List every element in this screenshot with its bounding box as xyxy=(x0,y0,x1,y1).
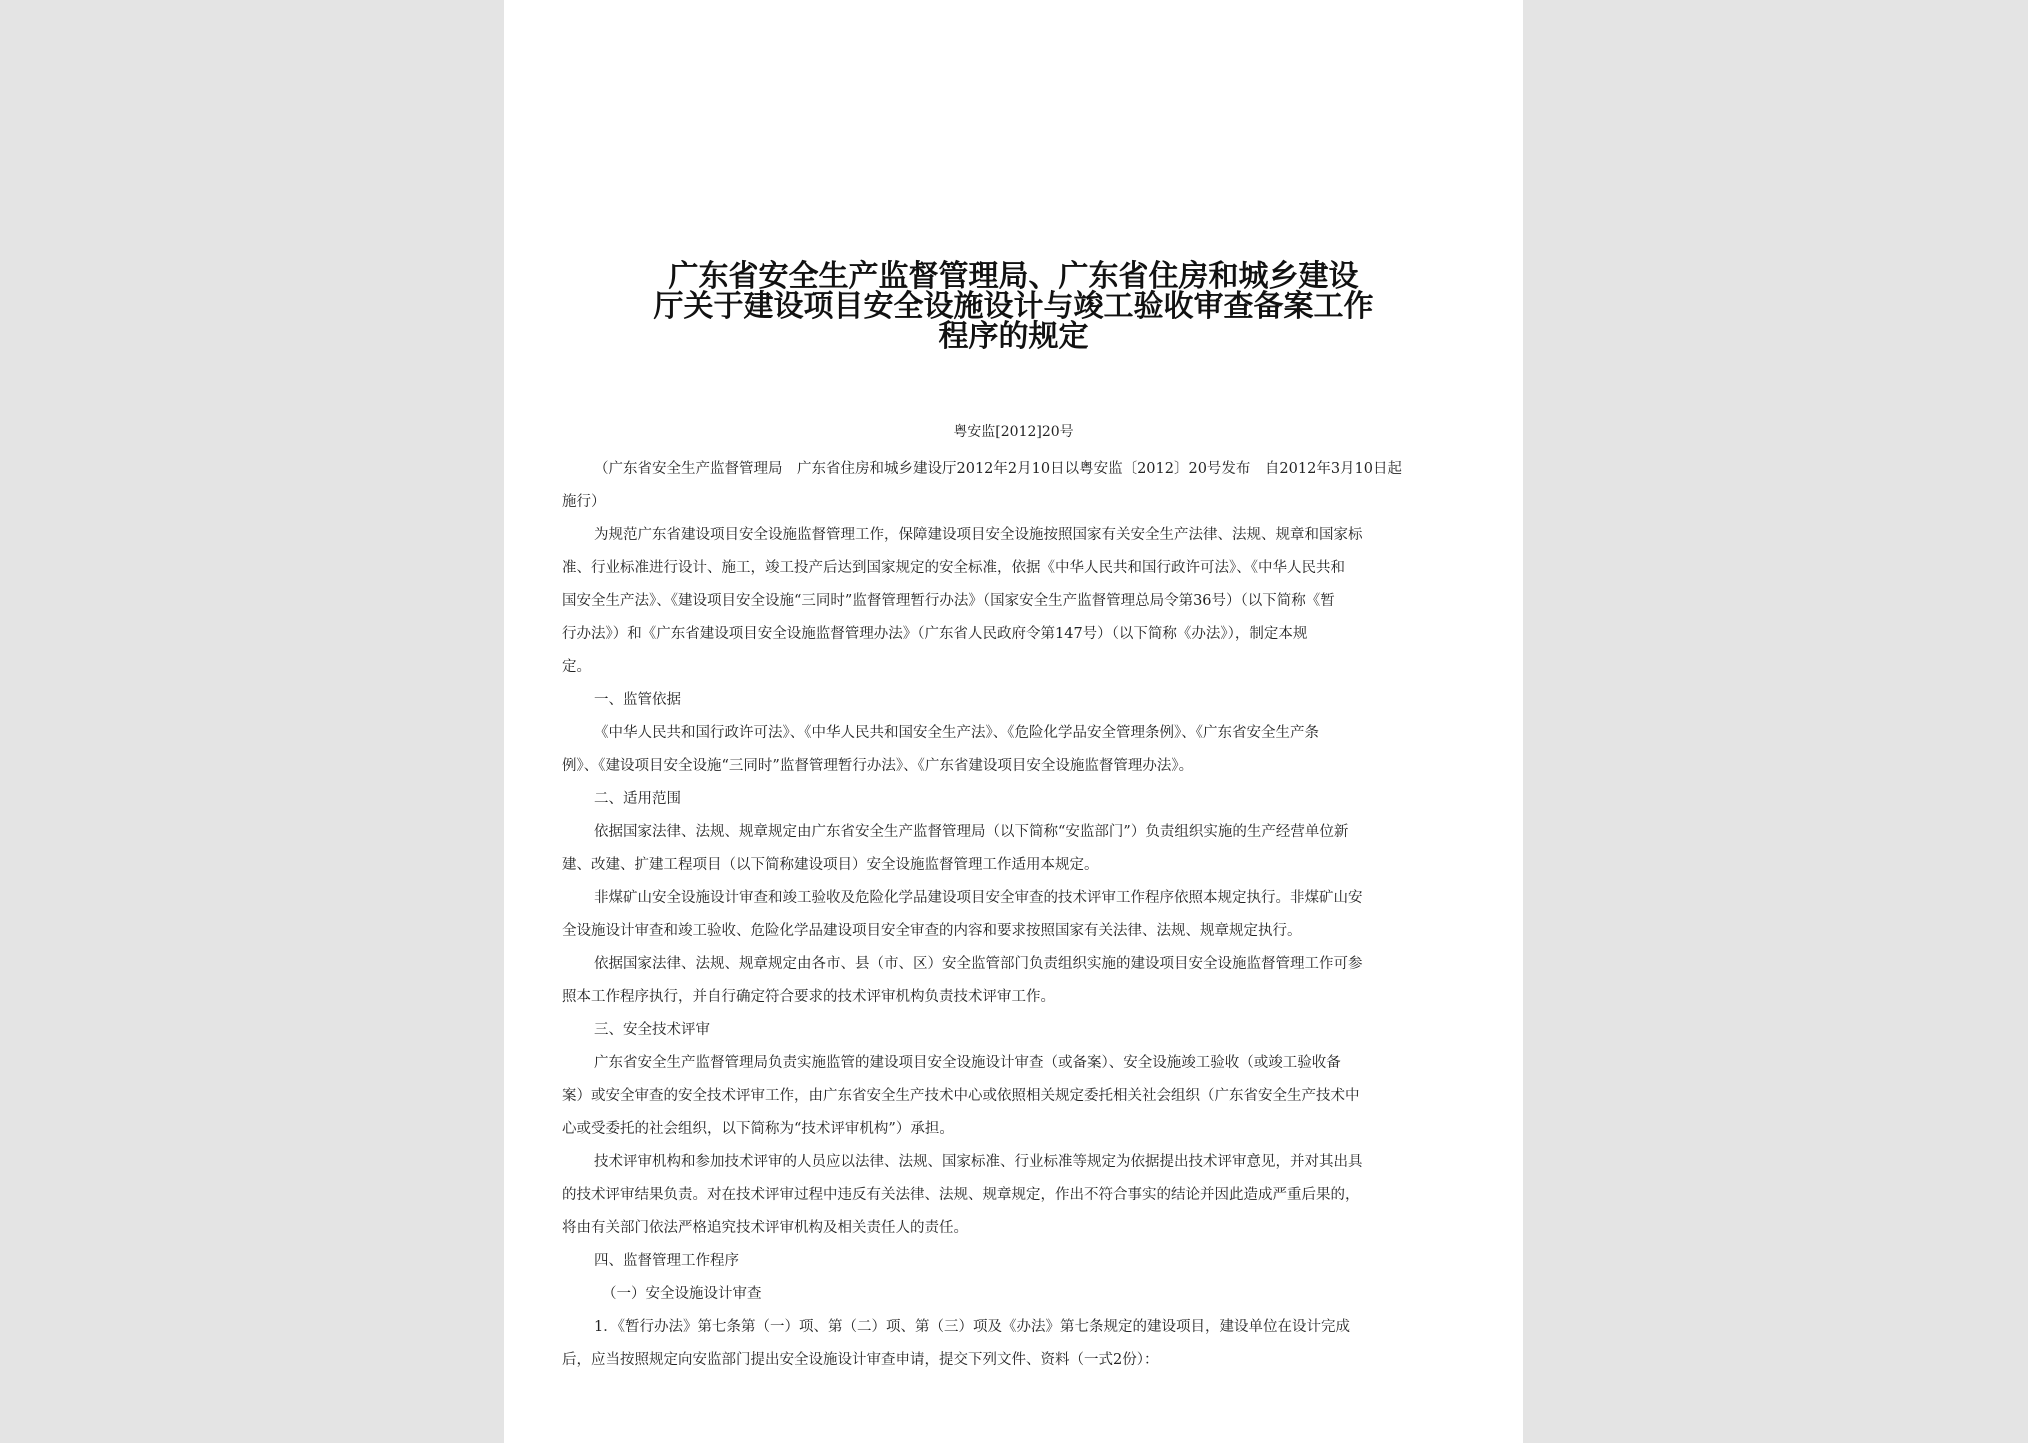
body-line: 全设施设计审查和竣工验收、危险化学品建设项目安全审查的内容和要求按照国家有关法律、法规、规章规定执行。 xyxy=(562,923,1302,939)
title-line-1: 广东省安全生产监督管理局、广东省住房和城乡建设 xyxy=(668,259,1359,294)
section-heading: 四、监督管理工作程序 xyxy=(594,1253,739,1269)
body-line: 案）或安全审查的安全技术评审工作，由广东省安全生产技术中心或依照相关规定委托相关社会组织（广东省安全生产技术中 xyxy=(562,1088,1360,1104)
body-line: 定。 xyxy=(562,659,591,675)
body-line: 国安全生产法》、《建设项目安全设施“三同时”监督管理暂行办法》（国家安全生产监督管理总局令第36号）（以下简称《暂 xyxy=(562,593,1335,609)
title-line-3: 程序的规定 xyxy=(938,319,1089,354)
body-line: 的技术评审结果负责。对在技术评审过程中违反有关法律、法规、规章规定，作出不符合事实的结论并因此造成严重后果的， xyxy=(562,1187,1360,1203)
body-line: 后，应当按照规定向安监部门提出安全设施设计审查申请，提交下列文件、资料（一式2份）： xyxy=(562,1352,1159,1368)
body-line: 依据国家法律、法规、规章规定由各市、县（市、区）安全监管部门负责组织实施的建设项目安全设施监督管理工作可参 xyxy=(594,956,1363,972)
document-title xyxy=(564,259,1463,354)
body-line: 将由有关部门依法严格追究技术评审机构及相关责任人的责任。 xyxy=(562,1220,968,1236)
body-line: 心或受委托的社会组织，以下简称为“技术评审机构”）承担。 xyxy=(562,1121,954,1137)
body-line: 为规范广东省建设项目安全设施监督管理工作，保障建设项目安全设施按照国家有关安全生产法律、法规、规章和国家标 xyxy=(594,527,1363,543)
body-line: 建、改建、扩建工程项目（以下简称建设项目）安全设施监督管理工作适用本规定。 xyxy=(562,857,1099,873)
body-line: 例》、《建设项目安全设施“三同时”监督管理暂行办法》、《广东省建设项目安全设施监督管理办法》。 xyxy=(562,758,1194,774)
body-line: 技术评审机构和参加技术评审的人员应以法律、法规、国家标准、行业标准等规定为依据提出技术评审意见，并对其出具 xyxy=(594,1154,1363,1170)
section-heading: 二、适用范围 xyxy=(594,791,681,807)
document-number: 粤安监[2012]20号 xyxy=(953,424,1074,440)
section-heading: 一、监管依据 xyxy=(594,692,681,708)
body-line: 《中华人民共和国行政许可法》、《中华人民共和国安全生产法》、《危险化学品安全管理条例》、《广东省安全生产条 xyxy=(594,725,1319,741)
section-heading: 三、安全技术评审 xyxy=(594,1022,710,1038)
body-line: 施行） xyxy=(562,494,606,510)
body-line: 准、行业标准进行设计、施工，竣工投产后达到国家规定的安全标准，依据《中华人民共和国行政许可法》、《中华人民共和 xyxy=(562,560,1345,576)
body-line: 依据国家法律、法规、规章规定由广东省安全生产监督管理局（以下简称“安监部门”）负责组织实施的生产经营单位新 xyxy=(594,824,1349,840)
body-line: （广东省安全生产监督管理局 广东省住房和城乡建设厅2012年2月10日以粤安监〔2012〕20号发布 自2012年3月10日起 xyxy=(594,461,1403,477)
body-line: 行办法》）和《广东省建设项目安全设施监督管理办法》（广东省人民政府令第147号）（以下简称《办法》），制定本规 xyxy=(562,626,1308,642)
body-line: 照本工作程序执行，并自行确定符合要求的技术评审机构负责技术评审工作。 xyxy=(562,989,1055,1005)
document-body xyxy=(562,453,1472,1377)
body-line: 非煤矿山安全设施设计审查和竣工验收及危险化学品建设项目安全审查的技术评审工作程序依照本规定执行。非煤矿山安 xyxy=(594,890,1363,906)
subsection-heading: （一）安全设施设计审查 xyxy=(602,1286,762,1302)
body-line: 1．《暂行办法》第七条第（一）项、第（二）项、第（三）项及《办法》第七条规定的建设项目，建设单位在设计完成 xyxy=(594,1319,1350,1335)
body-line: 广东省安全生产监督管理局负责实施监管的建设项目安全设施设计审查（或备案）、安全设施竣工验收（或竣工验收备 xyxy=(594,1055,1341,1071)
title-line-2: 厅关于建设项目安全设施设计与竣工验收审查备案工作 xyxy=(653,289,1374,324)
document-page xyxy=(504,0,1523,1443)
